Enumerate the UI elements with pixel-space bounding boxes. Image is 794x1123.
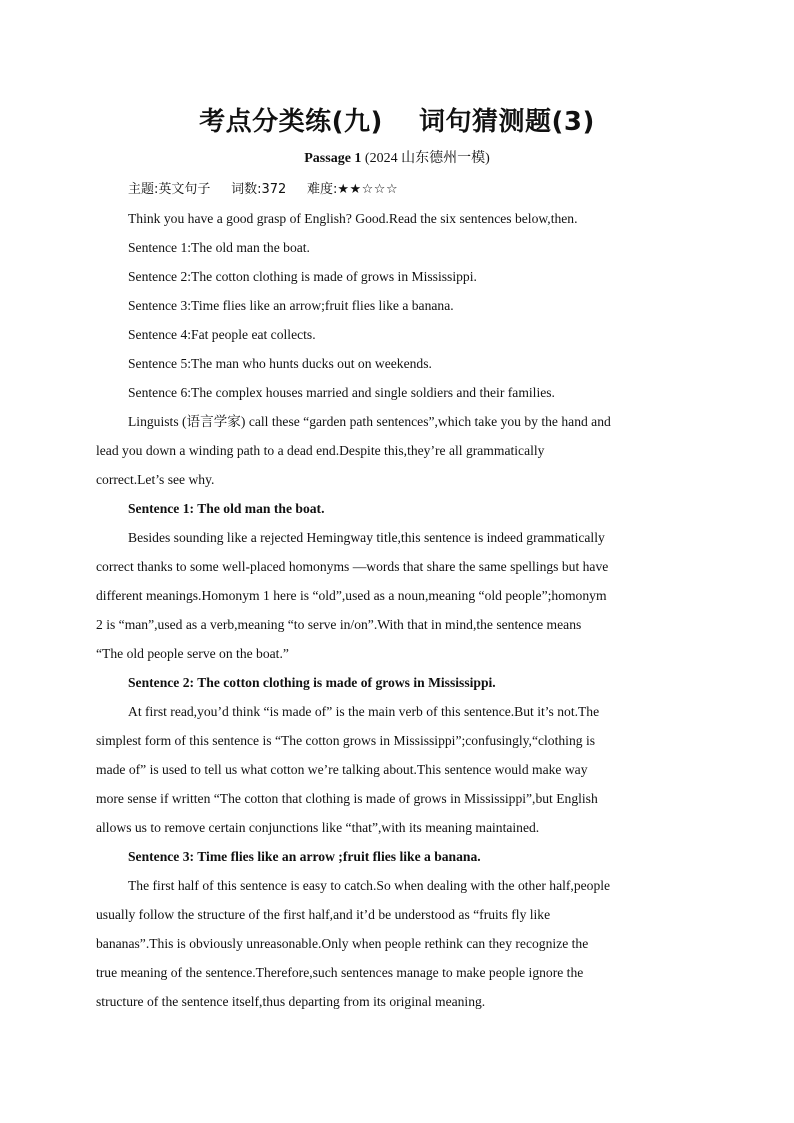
meta-difficulty-label: 难度: xyxy=(306,182,338,197)
text-line: lead you down a winding path to a dead end.Despite this,they’re all grammatically xyxy=(96,443,545,458)
text-line: Sentence 2:The cotton clothing is made of grows in Mississippi. xyxy=(128,269,477,284)
text-line: bananas”.This is obviously unreasonable.Only when people rethink can they recognize the xyxy=(96,936,589,951)
meta-topic: 主题:英文句子 xyxy=(128,182,211,197)
passage-meta xyxy=(96,175,702,204)
passage-body xyxy=(96,175,702,1016)
passage-lines xyxy=(96,204,702,1016)
text-line: Sentence 3:Time flies like an arrow;fruit flies like a banana. xyxy=(128,298,454,313)
meta-word-count: 词数:372 xyxy=(231,182,287,197)
text-line: Sentence 5:The man who hunts ducks out on weekends. xyxy=(128,356,432,371)
text-line: Sentence 4:Fat people eat collects. xyxy=(128,327,316,342)
text-line: 2 is “man”,used as a verb,meaning “to serve in/on”.With that in mind,the sentence means xyxy=(96,617,582,632)
text-line: correct.Let’s see why. xyxy=(96,472,215,487)
text-line: Think you have a good grasp of English? Good.Read the six sentences below,then. xyxy=(128,211,578,226)
text-line: Sentence 6:The complex houses married and single soldiers and their families. xyxy=(128,385,555,400)
passage-label: Passage 1 xyxy=(304,151,362,166)
passage-subtitle xyxy=(0,149,794,169)
section-heading: Sentence 2: The cotton clothing is made of grows in Mississippi. xyxy=(128,675,496,690)
text-line: At first read,you’d think “is made of” is the main verb of this sentence.But it’s not.The xyxy=(128,704,600,719)
text-line: The first half of this sentence is easy to catch.So when dealing with the other half,people xyxy=(128,878,611,893)
text-line: usually follow the structure of the first half,and it’d be understood as “fruits fly like xyxy=(96,907,551,922)
text-line: allows us to remove certain conjunctions like “that”,with its meaning maintained. xyxy=(96,820,540,835)
text-line: structure of the sentence itself,thus departing from its original meaning. xyxy=(96,994,486,1009)
text-line: Linguists (语言学家) call these “garden path sentences”,which take you by the hand and xyxy=(128,414,611,429)
text-line: different meanings.Homonym 1 here is “old”,used as a noun,meaning “old people”;homonym xyxy=(96,588,607,603)
text-line: Sentence 1:The old man the boat. xyxy=(128,240,310,255)
text-line: made of” is used to tell us what cotton we’re talking about.This sentence would make way xyxy=(96,762,588,777)
text-line: true meaning of the sentence.Therefore,such sentences manage to make people ignore the xyxy=(96,965,584,980)
text-line: “The old people serve on the boat.” xyxy=(96,646,289,661)
difficulty-stars-icon: ★★☆☆☆ xyxy=(337,182,399,197)
passage-source: (2024 山东德州一模) xyxy=(364,151,490,166)
text-line: more sense if written “The cotton that clothing is made of grows in Mississippi”,but English xyxy=(96,791,598,806)
page-title: 考点分类练(九) 词句猜测题(3) xyxy=(199,107,595,137)
text-line: Besides sounding like a rejected Hemingway title,this sentence is indeed grammatically xyxy=(128,530,605,545)
text-line: simplest form of this sentence is “The cotton grows in Mississippi”;confusingly,“clothing is xyxy=(96,733,596,748)
text-line: correct thanks to some well-placed homonyms —words that share the same spellings but have xyxy=(96,559,609,574)
section-heading: Sentence 1: The old man the boat. xyxy=(128,501,325,516)
section-heading: Sentence 3: Time flies like an arrow ;fruit flies like a banana. xyxy=(128,849,481,864)
